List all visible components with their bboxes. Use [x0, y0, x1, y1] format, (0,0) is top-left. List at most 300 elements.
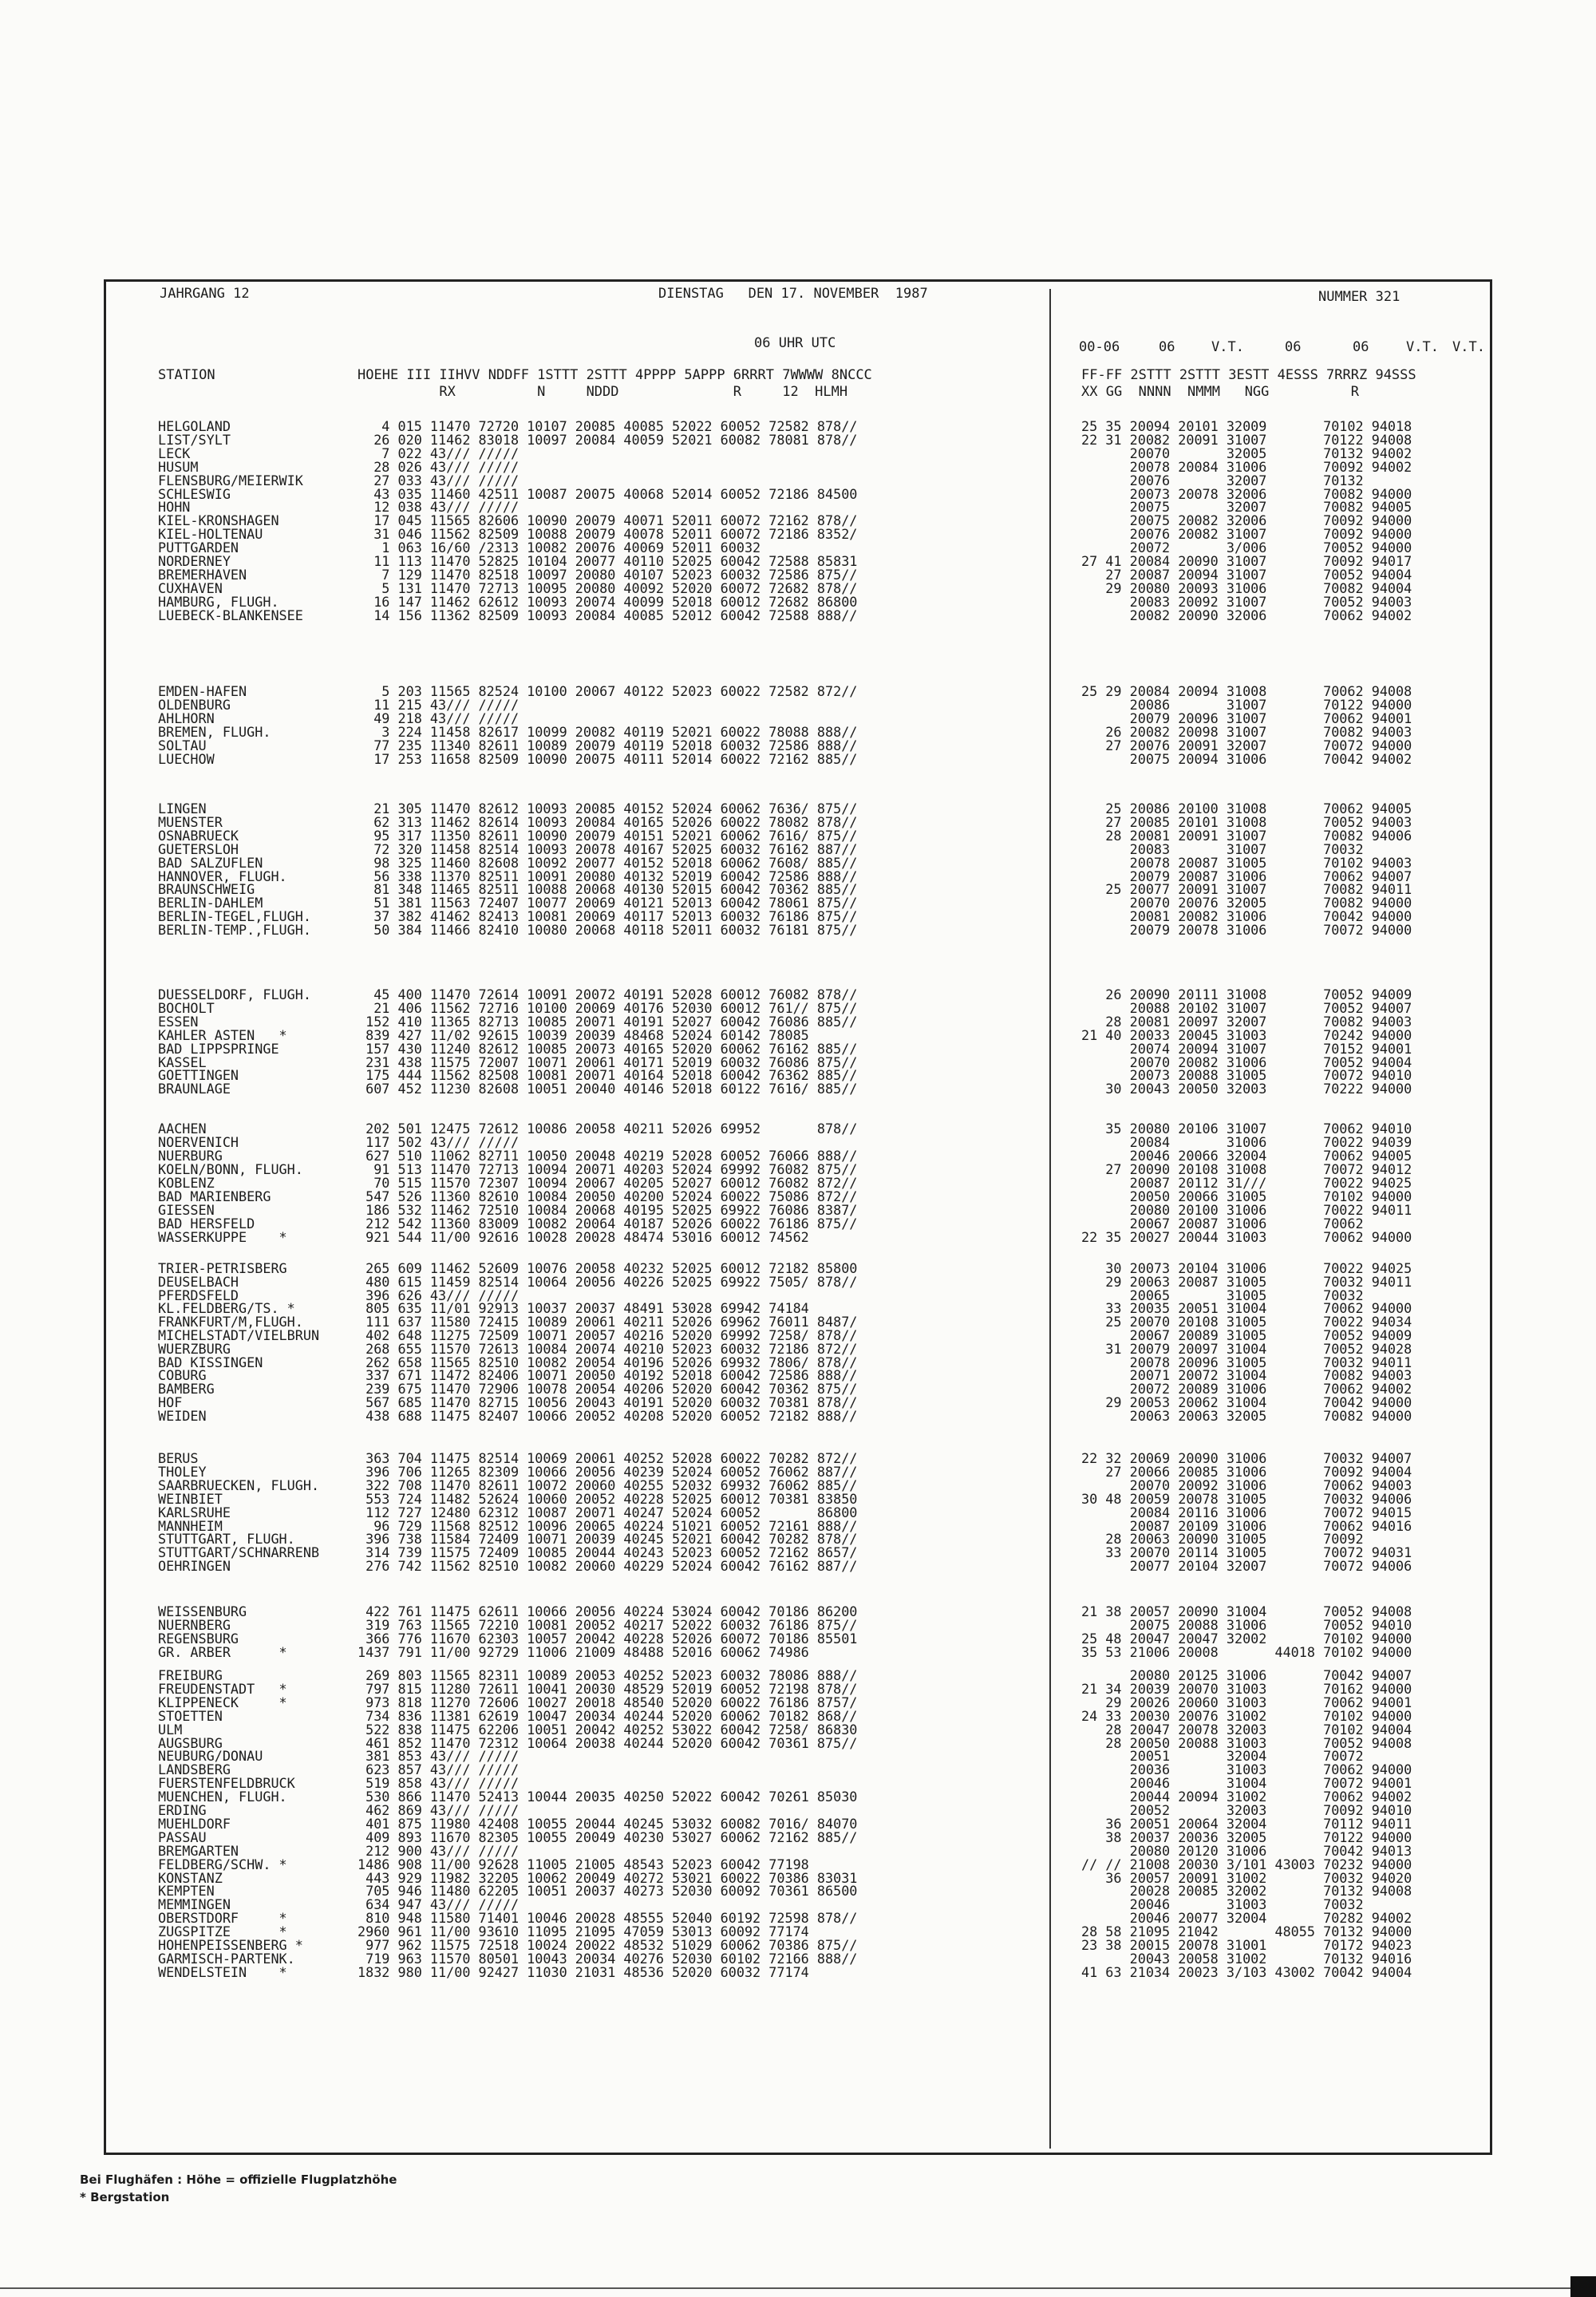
table-row [0, 1230, 1596, 1245]
extra-values: 25 20086 20100 31008 70062 94005 [1081, 801, 1412, 816]
observation-values: 623 857 43/// ///// [358, 1761, 519, 1777]
station-name: PFERDSFELD [158, 1287, 239, 1303]
station-name: KOELN/BONN, FLUGH. [158, 1161, 303, 1177]
extra-values: 20075 32007 70082 94005 [1081, 499, 1412, 515]
observation-values: 319 763 11565 72210 10081 20052 40217 52022 60032 76186 875// [358, 1617, 858, 1633]
station-name: KONSTANZ [158, 1870, 223, 1886]
observation-values: 50 384 11466 82410 10080 20068 40118 52011 60032 76181 875// [358, 922, 858, 938]
station-name: FREIBURG [158, 1667, 223, 1683]
station-name: CUXHAVEN [158, 580, 223, 596]
extra-values: 20051 32004 70072 [1081, 1748, 1364, 1764]
utc-group-label: 06 UHR UTC [754, 335, 836, 351]
station-name: NORDERNEY [158, 553, 231, 569]
extra-values: 20082 20090 32006 70062 94002 [1081, 607, 1412, 623]
table-row [0, 1559, 1596, 1574]
station-name: SOLTAU [158, 737, 207, 753]
station-name: KOBLENZ [158, 1175, 215, 1191]
table-row [0, 608, 1596, 623]
extra-values: 20046 31004 70072 94001 [1081, 1775, 1412, 1791]
extra-values: 20079 20078 31006 70072 94000 [1081, 922, 1412, 938]
observation-values: 462 869 43/// ///// [358, 1802, 519, 1818]
observation-values: 49 218 43/// ///// [358, 710, 519, 726]
station-name: WEISSENBURG [158, 1603, 247, 1619]
station-name: MUENCHEN, FLUGH. [158, 1789, 287, 1805]
observation-values: 705 946 11480 62205 10051 20037 40273 52030 60092 70361 86500 [358, 1883, 858, 1899]
observation-values: 396 706 11265 82309 10066 20056 40239 52024 60052 76062 887// [358, 1464, 858, 1480]
observation-values: 45 400 11470 72614 10091 20072 40191 52028 60012 76082 878// [358, 986, 858, 1002]
observation-values: 3 224 11458 82617 10099 20082 40119 52021 60022 78088 888// [358, 724, 858, 740]
observation-values: 62 313 11462 82614 10093 20084 40165 52026 60022 78082 878// [358, 814, 858, 830]
extra-values: 28 20047 20078 32003 70102 94004 [1081, 1722, 1412, 1738]
observation-values: 81 348 11465 82511 10088 20068 40130 52015 60042 70362 885// [358, 881, 858, 897]
observation-values: 401 875 11980 42408 10055 20044 40245 53032 60082 7016/ 84070 [358, 1816, 858, 1832]
observation-values: 734 836 11381 62619 10047 20034 40244 52020 60062 70182 868// [358, 1708, 858, 1724]
station-name: WENDELSTEIN * [158, 1964, 287, 1980]
extra-values: 20036 31003 70062 94000 [1081, 1761, 1412, 1777]
station-name: ESSEN [158, 1014, 199, 1030]
station-name: FREUDENSTADT * [158, 1681, 287, 1697]
extra-values: 20028 20085 32002 70132 94008 [1081, 1883, 1412, 1899]
observation-values: 56 338 11370 82511 10091 20080 40132 52019 60042 72586 888// [358, 868, 858, 884]
table-row [0, 1645, 1596, 1660]
station-name: COBURG [158, 1367, 207, 1383]
extra-values: 20070 20082 31006 70052 94004 [1081, 1054, 1412, 1070]
observation-values: 111 637 11580 72415 10089 20061 40211 52026 69962 76011 8487/ [358, 1314, 858, 1330]
observation-values: 396 738 11584 72409 10071 20039 40245 52021 60042 70282 878// [358, 1531, 858, 1547]
extra-values: 28 20081 20097 32007 70082 94003 [1081, 1014, 1412, 1030]
bottom-rule [0, 2287, 1596, 2289]
observation-values: 522 838 11475 62206 10051 20042 40252 53022 60042 7258/ 86830 [358, 1722, 858, 1738]
station-name: BREMEN, FLUGH. [158, 724, 271, 740]
observation-values: 409 893 11670 82305 10055 20049 40230 53027 60062 72162 885// [358, 1829, 858, 1845]
observation-values: 239 675 11470 72906 10078 20054 40206 52020 60042 70362 875// [358, 1381, 858, 1397]
station-name: DUESSELDORF, FLUGH. [158, 986, 311, 1002]
station-name: MICHELSTADT/VIELBRUN [158, 1327, 320, 1343]
station-name: BAD HERSFELD [158, 1216, 255, 1232]
station-name: KAHLER ASTEN * [158, 1027, 287, 1043]
station-name: THOLEY [158, 1464, 207, 1480]
observation-values: 977 962 11575 72518 10024 20022 48532 51029 60062 70386 875// [358, 1937, 858, 1953]
station-name: KLIPPENECK * [158, 1694, 287, 1710]
observation-values: 31 046 11562 82509 10088 20079 40078 52011 60072 72186 8352/ [358, 526, 858, 542]
observation-values: 5 203 11565 82524 10100 20067 40122 52023 60022 72582 872// [358, 683, 858, 699]
extra-values: 27 20085 20101 31008 70052 94003 [1081, 814, 1412, 830]
extra-values: 27 20076 20091 32007 70072 94000 [1081, 737, 1412, 753]
extra-values: 20073 20078 32006 70082 94000 [1081, 486, 1412, 502]
extra-values: 20078 20087 31005 70102 94003 [1081, 855, 1412, 871]
observation-values: 553 724 11482 52624 10060 20052 40228 52025 60012 70381 83850 [358, 1491, 858, 1507]
extra-values: 20067 20089 31005 70052 94009 [1081, 1327, 1412, 1343]
station-name: STUTTGART/SCHNARRENB [158, 1544, 320, 1560]
observation-values: 530 866 11470 52413 10044 20035 40250 52022 60042 70261 85030 [358, 1789, 858, 1805]
extra-values: // // 21008 20030 3/101 43003 70232 94000 [1081, 1856, 1412, 1872]
observation-values: 152 410 11365 82713 10085 20071 40191 52027 60042 76086 885// [358, 1014, 858, 1030]
station-name: GR. ARBER * [158, 1644, 287, 1660]
observation-values: 269 803 11565 82311 10089 20053 40252 52023 60032 78086 888// [358, 1667, 858, 1683]
extra-values: 24 33 20030 20076 31002 70102 94000 [1081, 1708, 1412, 1724]
station-name: AUGSBURG [158, 1735, 223, 1751]
station-name: BREMERHAVEN [158, 567, 247, 583]
observation-values: 1 063 16/60 /2313 10082 20076 40069 52011 60032 [358, 540, 761, 555]
issue-number: NUMMER 321 [1318, 289, 1400, 305]
station-name: HAMBURG, FLUGH. [158, 594, 279, 610]
observation-values: 96 729 11568 82512 10096 20065 40224 51021 60052 72161 888// [358, 1518, 858, 1534]
observation-values: 973 818 11270 72606 10027 20018 48540 52020 60022 76186 8757/ [358, 1694, 858, 1710]
observation-values: 797 815 11280 72611 10041 20030 48529 52019 60052 72198 878// [358, 1681, 858, 1697]
extra-values: 22 31 20082 20091 31007 70122 94008 [1081, 432, 1412, 448]
extra-values: 20079 20096 31007 70062 94001 [1081, 710, 1412, 726]
observation-values: 607 452 11230 82608 10051 20040 40146 52018 60122 7616/ 885// [358, 1081, 858, 1097]
observation-values: 268 655 11570 72613 10084 20074 40210 52023 60032 72186 872// [358, 1341, 858, 1357]
station-name: MEMMINGEN [158, 1896, 231, 1912]
station-name: MANNHEIM [158, 1518, 223, 1534]
station-name: NOERVENICH [158, 1134, 239, 1150]
station-name: BERLIN-TEMP.,FLUGH. [158, 922, 311, 938]
obs-header-line1: HOEHE III IIHVV NDDFF 1STTT 2STTT 4PPPP 5APPP 6RRRT 7WWWW 8NCCC [358, 367, 872, 383]
observation-values: 1437 791 11/00 92729 11006 21009 48488 52016 60062 74986 [358, 1644, 809, 1660]
extra-values: 20086 31007 70122 94000 [1081, 697, 1412, 713]
corner-mark [1570, 2276, 1596, 2297]
station-name: BAD SALZUFLEN [158, 855, 263, 871]
station-name: FLENSBURG/MEIERWIK [158, 472, 303, 488]
station-name: TRIER-PETRISBERG [158, 1260, 287, 1276]
station-name: SAARBRUECKEN, FLUGH. [158, 1477, 320, 1493]
extra-values: 20050 20066 31005 70102 94000 [1081, 1188, 1412, 1204]
extra-values: 20072 20089 31006 70062 94002 [1081, 1381, 1412, 1397]
observation-values: 231 438 11575 72007 10071 20061 40171 52019 60032 76086 875// [358, 1054, 858, 1070]
extra-values: 20044 20094 31002 70062 94002 [1081, 1789, 1412, 1805]
extra-values: 20063 20063 32005 70082 94000 [1081, 1408, 1412, 1424]
station-name: DEUSELBACH [158, 1274, 239, 1290]
observation-values: 567 685 11470 82715 10056 20043 40191 52020 60032 70381 878// [358, 1394, 858, 1410]
extra-values: 26 20082 20098 31007 70082 94003 [1081, 724, 1412, 740]
station-name: WASSERKUPPE * [158, 1229, 287, 1245]
right-group-label: 06 [1353, 339, 1369, 355]
extra-values: 20075 20094 31006 70042 94002 [1081, 751, 1412, 767]
observation-values: 70 515 11570 72307 10094 20067 40205 52027 60012 76082 872// [358, 1175, 858, 1191]
observation-values: 117 502 43/// ///// [358, 1134, 519, 1150]
station-name: LUEBECK-BLANKENSEE [158, 607, 303, 623]
extra-values: 31 20079 20097 31004 70052 94028 [1081, 1341, 1412, 1357]
observation-values: 381 853 43/// ///// [358, 1748, 519, 1764]
extra-values: 20075 20082 32006 70092 94000 [1081, 512, 1412, 528]
station-name: HOF [158, 1394, 183, 1410]
extra-values: 38 20037 20036 32005 70122 94000 [1081, 1829, 1412, 1845]
extra-values: 20073 20088 31005 70072 94010 [1081, 1067, 1412, 1083]
station-name: ZUGSPITZE * [158, 1923, 287, 1939]
extra-values: 20046 20077 32004 70282 94002 [1081, 1910, 1412, 1926]
right-group-label: V.T. [1406, 339, 1439, 355]
observation-values: 2960 961 11/00 93610 11095 21095 47059 53013 60092 77174 [358, 1923, 809, 1939]
table-row [0, 923, 1596, 938]
table-row [0, 1409, 1596, 1424]
extra-values: 20084 31006 70022 94039 [1081, 1134, 1412, 1150]
station-name: HOHN [158, 499, 191, 515]
station-name: LECK [158, 445, 191, 461]
observation-values: 11 113 11470 52825 10104 20077 40110 52025 60042 72588 85831 [358, 553, 858, 569]
footnote-airports: Bei Flughäfen : Höhe = offizielle Flugplatzhöhe [80, 2172, 397, 2187]
observation-values: 4 015 11470 72720 10107 20085 40085 52022 60052 72582 878// [358, 418, 858, 434]
station-name: MUEHLDORF [158, 1816, 231, 1832]
observation-values: 186 532 11462 72510 10084 20068 40195 52025 69922 76086 8387/ [358, 1202, 858, 1218]
extra-values: 25 20077 20091 31007 70082 94011 [1081, 881, 1412, 897]
extra-values: 20077 20104 32007 70072 94006 [1081, 1558, 1412, 1574]
station-name: GIESSEN [158, 1202, 215, 1218]
station-name: BOCHOLT [158, 1000, 215, 1016]
extra-values: 21 38 20057 20090 31004 70052 94008 [1081, 1603, 1412, 1619]
station-name: KIEL-HOLTENAU [158, 526, 263, 542]
observation-values: 112 727 12480 62312 10087 20071 40247 52024 60052 86800 [358, 1504, 858, 1520]
extra-values: 29 20053 20062 31004 70042 94000 [1081, 1394, 1412, 1410]
observation-values: 547 526 11360 82610 10084 20050 40200 52024 60022 75086 872// [358, 1188, 858, 1204]
observation-values: 480 615 11459 82514 10064 20056 40226 52025 69922 7505/ 878// [358, 1274, 858, 1290]
observation-values: 43 035 11460 42511 10087 20075 40068 52014 60052 72186 84500 [358, 486, 858, 502]
extra-values: 41 63 21034 20023 3/103 43002 70042 94004 [1081, 1964, 1412, 1980]
station-name: GOETTINGEN [158, 1067, 239, 1083]
station-name: NUERBURG [158, 1148, 223, 1164]
observation-values: 443 929 11982 32205 10062 20049 40272 53021 60022 70386 83031 [358, 1870, 858, 1886]
extra-values: 35 20080 20106 31007 70062 94010 [1081, 1121, 1412, 1137]
extra-values: 20079 20087 31006 70062 94007 [1081, 868, 1412, 884]
station-name: ULM [158, 1722, 183, 1738]
station-name: LANDSBERG [158, 1761, 231, 1777]
observation-values: 366 776 11670 62303 10057 20042 40228 52026 60072 70186 85501 [358, 1631, 858, 1647]
extra-values: 36 20057 20091 31002 70032 94020 [1081, 1870, 1412, 1886]
observation-values: 719 963 11570 80501 10043 20034 40276 52030 60102 72166 888// [358, 1951, 858, 1967]
station-name: GUETERSLOH [158, 841, 239, 857]
station-name: HELGOLAND [158, 418, 231, 434]
extra-values: 20083 20092 31007 70052 94003 [1081, 594, 1412, 610]
observation-values: 805 635 11/01 92913 10037 20037 48491 53028 69942 74184 [358, 1300, 809, 1316]
observation-values: 95 317 11350 82611 10090 20079 40151 52021 60062 7616/ 875// [358, 828, 858, 844]
station-name: BAD LIPPSPRINGE [158, 1041, 279, 1057]
extra-values: 22 32 20069 20090 31006 70032 94007 [1081, 1450, 1412, 1466]
extra-values: 20072 3/006 70052 94000 [1081, 540, 1412, 555]
extra-values: 28 20063 20090 31005 70092 [1081, 1531, 1364, 1547]
station-name: WEIDEN [158, 1408, 207, 1424]
table-row [0, 752, 1596, 767]
right-group-label: V.T. [1211, 339, 1244, 355]
issue-date: DIENSTAG DEN 17. NOVEMBER 1987 [658, 286, 928, 302]
station-name: EMDEN-HAFEN [158, 683, 247, 699]
station-name: KASSEL [158, 1054, 207, 1070]
extra-values: 20043 20058 31002 70132 94016 [1081, 1951, 1412, 1967]
observation-values: 27 033 43/// ///// [358, 472, 519, 488]
station-name: BERUS [158, 1450, 199, 1466]
extra-values: 36 20051 20064 32004 70112 94011 [1081, 1816, 1412, 1832]
observation-values: 14 156 11362 82509 10093 20084 40085 52012 60042 72588 888// [358, 607, 858, 623]
observation-values: 519 858 43/// ///// [358, 1775, 519, 1791]
station-name: FRANKFURT/M,FLUGH. [158, 1314, 303, 1330]
extra-values: 27 20090 20108 31008 70072 94012 [1081, 1161, 1412, 1177]
station-name: HUSUM [158, 459, 199, 475]
extra-values: 28 20081 20091 31007 70082 94006 [1081, 828, 1412, 844]
extra-values: 27 41 20084 20090 31007 70092 94017 [1081, 553, 1412, 569]
extra-values: 20081 20082 31006 70042 94000 [1081, 908, 1412, 924]
extra-values: 30 48 20059 20078 31005 70032 94006 [1081, 1491, 1412, 1507]
observation-values: 91 513 11470 72713 10094 20071 40203 52024 69992 76082 875// [358, 1161, 858, 1177]
station-name: PUTTGARDEN [158, 540, 239, 555]
observation-values: 276 742 11562 82510 10082 20060 40229 52024 60042 76162 887// [358, 1558, 858, 1574]
observation-values: 12 038 43/// ///// [358, 499, 519, 515]
obs-header-line2: RX N NDDD R 12 HLMH [358, 384, 848, 400]
extra-values: 25 29 20084 20094 31008 70062 94008 [1081, 683, 1412, 699]
station-name: BAMBERG [158, 1381, 215, 1397]
observation-values: 265 609 11462 52609 10076 20058 40232 52025 60012 72182 85800 [358, 1260, 858, 1276]
station-name: OEHRINGEN [158, 1558, 231, 1574]
extra-values: 21 40 20033 20045 31003 70242 94000 [1081, 1027, 1412, 1043]
extra-values: 22 35 20027 20044 31003 70062 94000 [1081, 1229, 1412, 1245]
extra-values: 20052 32003 70092 94010 [1081, 1802, 1412, 1818]
observation-values: 627 510 11062 82711 10050 20048 40219 52028 60052 76066 888// [358, 1148, 858, 1164]
observation-values: 37 382 41462 82413 10081 20069 40117 52013 60032 76186 875// [358, 908, 858, 924]
station-name: BERLIN-TEGEL,FLUGH. [158, 908, 311, 924]
station-name: NUERNBERG [158, 1617, 231, 1633]
observation-values: 337 671 11472 82406 10071 20050 40192 52018 60042 72586 888// [358, 1367, 858, 1383]
extra-values: 20088 20102 31007 70052 94007 [1081, 1000, 1412, 1016]
extra-values: 33 20035 20051 31004 70062 94000 [1081, 1300, 1412, 1316]
observation-values: 5 131 11470 72713 10095 20080 40092 52020 60072 72682 878// [358, 580, 858, 596]
extra-values: 20076 20082 31007 70092 94000 [1081, 526, 1412, 542]
extra-values: 25 48 20047 20047 32002 70102 94000 [1081, 1631, 1412, 1647]
observation-values: 77 235 11340 82611 10089 20079 40119 52018 60032 72586 888// [358, 737, 858, 753]
extra-values: 20083 31007 70032 [1081, 841, 1364, 857]
right-group-label: 00-06 [1079, 339, 1120, 355]
extra-values: 30 20073 20104 31006 70022 94025 [1081, 1260, 1412, 1276]
station-name: FELDBERG/SCHW. * [158, 1856, 287, 1872]
station-name: FUERSTENFELDBRUCK [158, 1775, 295, 1791]
station-name: REGENSBURG [158, 1631, 239, 1647]
station-name: BREMGARTEN [158, 1843, 239, 1859]
extra-values: 20080 20100 31006 70022 94011 [1081, 1202, 1412, 1218]
observation-values: 461 852 11470 72312 10064 20038 40244 52020 60042 70361 875// [358, 1735, 858, 1751]
right-group-label: 06 [1159, 339, 1175, 355]
observation-values: 212 900 43/// ///// [358, 1843, 519, 1859]
observation-values: 98 325 11460 82608 10092 20077 40152 52018 60062 7608/ 885// [358, 855, 858, 871]
observation-values: 21 406 11562 72716 10100 20069 40176 52030 60012 761// 875// [358, 1000, 858, 1016]
extra-header-line2: XX GG NNNN NMMM NGG R [1081, 384, 1359, 400]
station-name: ERDING [158, 1802, 207, 1818]
observation-values: 16 147 11462 62612 10093 20074 40099 52018 60012 72682 86800 [358, 594, 858, 610]
observation-values: 212 542 11360 83009 10082 20064 40187 52026 60022 76186 875// [358, 1216, 858, 1232]
observation-values: 7 022 43/// ///// [358, 445, 519, 461]
station-name: WUERZBURG [158, 1341, 231, 1357]
observation-values: 810 948 11580 71401 10046 20028 48555 52040 60192 72598 878// [358, 1910, 858, 1926]
observation-values: 72 320 11458 82514 10093 20078 40167 52025 60032 76162 887// [358, 841, 858, 857]
station-name: OLDENBURG [158, 697, 231, 713]
station-name: AHLHORN [158, 710, 215, 726]
extra-values: 25 20070 20108 31005 70022 94034 [1081, 1314, 1412, 1330]
observation-values: 1486 908 11/00 92628 11005 21005 48543 52023 60042 77198 [358, 1856, 809, 1872]
station-name: BERLIN-DAHLEM [158, 895, 263, 911]
extra-values: 35 53 21006 20008 44018 70102 94000 [1081, 1644, 1412, 1660]
observation-values: 21 305 11470 82612 10093 20085 40152 52024 60062 7636/ 875// [358, 801, 858, 816]
station-name: LINGEN [158, 801, 207, 816]
extra-values: 28 20050 20088 31003 70052 94008 [1081, 1735, 1412, 1751]
observation-values: 634 947 43/// ///// [358, 1896, 519, 1912]
extra-values: 20067 20087 31006 70062 [1081, 1216, 1364, 1232]
observation-values: 921 544 11/00 92616 10028 20028 48474 53016 60012 74562 [358, 1229, 809, 1245]
station-name: BAD MARIENBERG [158, 1188, 271, 1204]
extra-values: 20084 20116 31006 70072 94015 [1081, 1504, 1412, 1520]
station-name: LUECHOW [158, 751, 215, 767]
observation-values: 7 129 11470 82518 10097 20080 40107 52023 60032 72586 875// [358, 567, 858, 583]
observation-values: 363 704 11475 82514 10069 20061 40252 52028 60022 70282 872// [358, 1450, 858, 1466]
extra-values: 29 20080 20093 31006 70082 94004 [1081, 580, 1412, 596]
right-group-label: V.T. [1452, 339, 1485, 355]
observation-values: 402 648 11275 72509 10071 20057 40216 52020 69992 7258/ 878// [358, 1327, 858, 1343]
observation-values: 262 658 11565 82510 10082 20054 40196 52026 69932 7806/ 878// [358, 1354, 858, 1370]
station-name: AACHEN [158, 1121, 207, 1137]
station-name: NEUBURG/DONAU [158, 1748, 263, 1764]
observation-values: 322 708 11470 82611 10072 20060 40255 52032 69932 76062 885// [358, 1477, 858, 1493]
station-name: STUTTGART, FLUGH. [158, 1531, 295, 1547]
extra-values: 20087 20109 31006 70062 94016 [1081, 1518, 1412, 1534]
station-name: MUENSTER [158, 814, 223, 830]
extra-values: 26 20090 20111 31008 70052 94009 [1081, 986, 1412, 1002]
extra-values: 20071 20072 31004 70082 94003 [1081, 1367, 1412, 1383]
station-name: OBERSTDORF * [158, 1910, 287, 1926]
observation-values: 17 253 11658 82509 10090 20075 40111 52014 60022 72162 885// [358, 751, 858, 767]
observation-values: 438 688 11475 82407 10066 20052 40208 52020 60052 72182 888// [358, 1408, 858, 1424]
extra-values: 29 20026 20060 31003 70062 94001 [1081, 1694, 1412, 1710]
station-name: HANNOVER, FLUGH. [158, 868, 287, 884]
station-name: GARMISCH-PARTENK. [158, 1951, 295, 1967]
station-name: BRAUNLAGE [158, 1081, 231, 1097]
extra-values: 20074 20094 31007 70152 94001 [1081, 1041, 1412, 1057]
extra-values: 20075 20088 31006 70052 94010 [1081, 1617, 1412, 1633]
observation-values: 175 444 11562 82508 10081 20071 40164 52018 60042 76362 885// [358, 1067, 858, 1083]
extra-values: 20070 20092 31006 70062 94003 [1081, 1477, 1412, 1493]
extra-values: 20080 20120 31006 70042 94013 [1081, 1843, 1412, 1859]
station-name: LIST/SYLT [158, 432, 231, 448]
extra-values: 23 38 20015 20078 31001 70172 94023 [1081, 1937, 1412, 1953]
extra-values: 29 20063 20087 31005 70032 94011 [1081, 1274, 1412, 1290]
station-name: BRAUNSCHWEIG [158, 881, 255, 897]
extra-values: 20046 20066 32004 70062 94005 [1081, 1148, 1412, 1164]
extra-values: 20076 32007 70132 [1081, 472, 1364, 488]
station-name: HOHENPEISSENBERG * [158, 1937, 303, 1953]
observation-values: 51 381 11563 72407 10077 20069 40121 52013 60042 78061 875// [358, 895, 858, 911]
extra-values: 20080 20125 31006 70042 94007 [1081, 1667, 1412, 1683]
observation-values: 314 739 11575 72409 10085 20044 40243 52023 60052 72162 8657/ [358, 1544, 858, 1560]
station-name: WEINBIET [158, 1491, 223, 1507]
observation-values: 202 501 12475 72612 10086 20058 40211 52026 69952 878// [358, 1121, 858, 1137]
extra-values: 20078 20084 31006 70092 94002 [1081, 459, 1412, 475]
observation-values: 28 026 43/// ///// [358, 459, 519, 475]
station-name: BAD KISSINGEN [158, 1354, 263, 1370]
extra-values: 20087 20112 31/// 70022 94025 [1081, 1175, 1412, 1191]
station-name: KEMPTEN [158, 1883, 215, 1899]
extra-values: 20046 31003 70032 [1081, 1896, 1364, 1912]
observation-values: 26 020 11462 83018 10097 20084 40059 52021 60082 78081 878// [358, 432, 858, 448]
station-name: KL.FELDBERG/TS. * [158, 1300, 295, 1316]
observation-values: 11 215 43/// ///// [358, 697, 519, 713]
station-name: KIEL-KRONSHAGEN [158, 512, 279, 528]
station-name: SCHLESWIG [158, 486, 231, 502]
extra-values: 20078 20096 31005 70032 94011 [1081, 1354, 1412, 1370]
footnote-mountain-station: * Bergstation [80, 2190, 170, 2204]
station-header: STATION [158, 367, 215, 383]
station-name: PASSAU [158, 1829, 207, 1845]
observation-values: 422 761 11475 62611 10066 20056 40224 53024 60042 70186 86200 [358, 1603, 858, 1619]
extra-values: 33 20070 20114 31005 70072 94031 [1081, 1544, 1412, 1560]
observation-values: 157 430 11240 82612 10085 20073 40165 52020 60062 76162 885// [358, 1041, 858, 1057]
extra-values: 28 58 21095 21042 48055 70132 94000 [1081, 1923, 1412, 1939]
extra-values: 27 20066 20085 31006 70092 94004 [1081, 1464, 1412, 1480]
extra-values: 25 35 20094 20101 32009 70102 94018 [1081, 418, 1412, 434]
table-row [0, 1081, 1596, 1097]
